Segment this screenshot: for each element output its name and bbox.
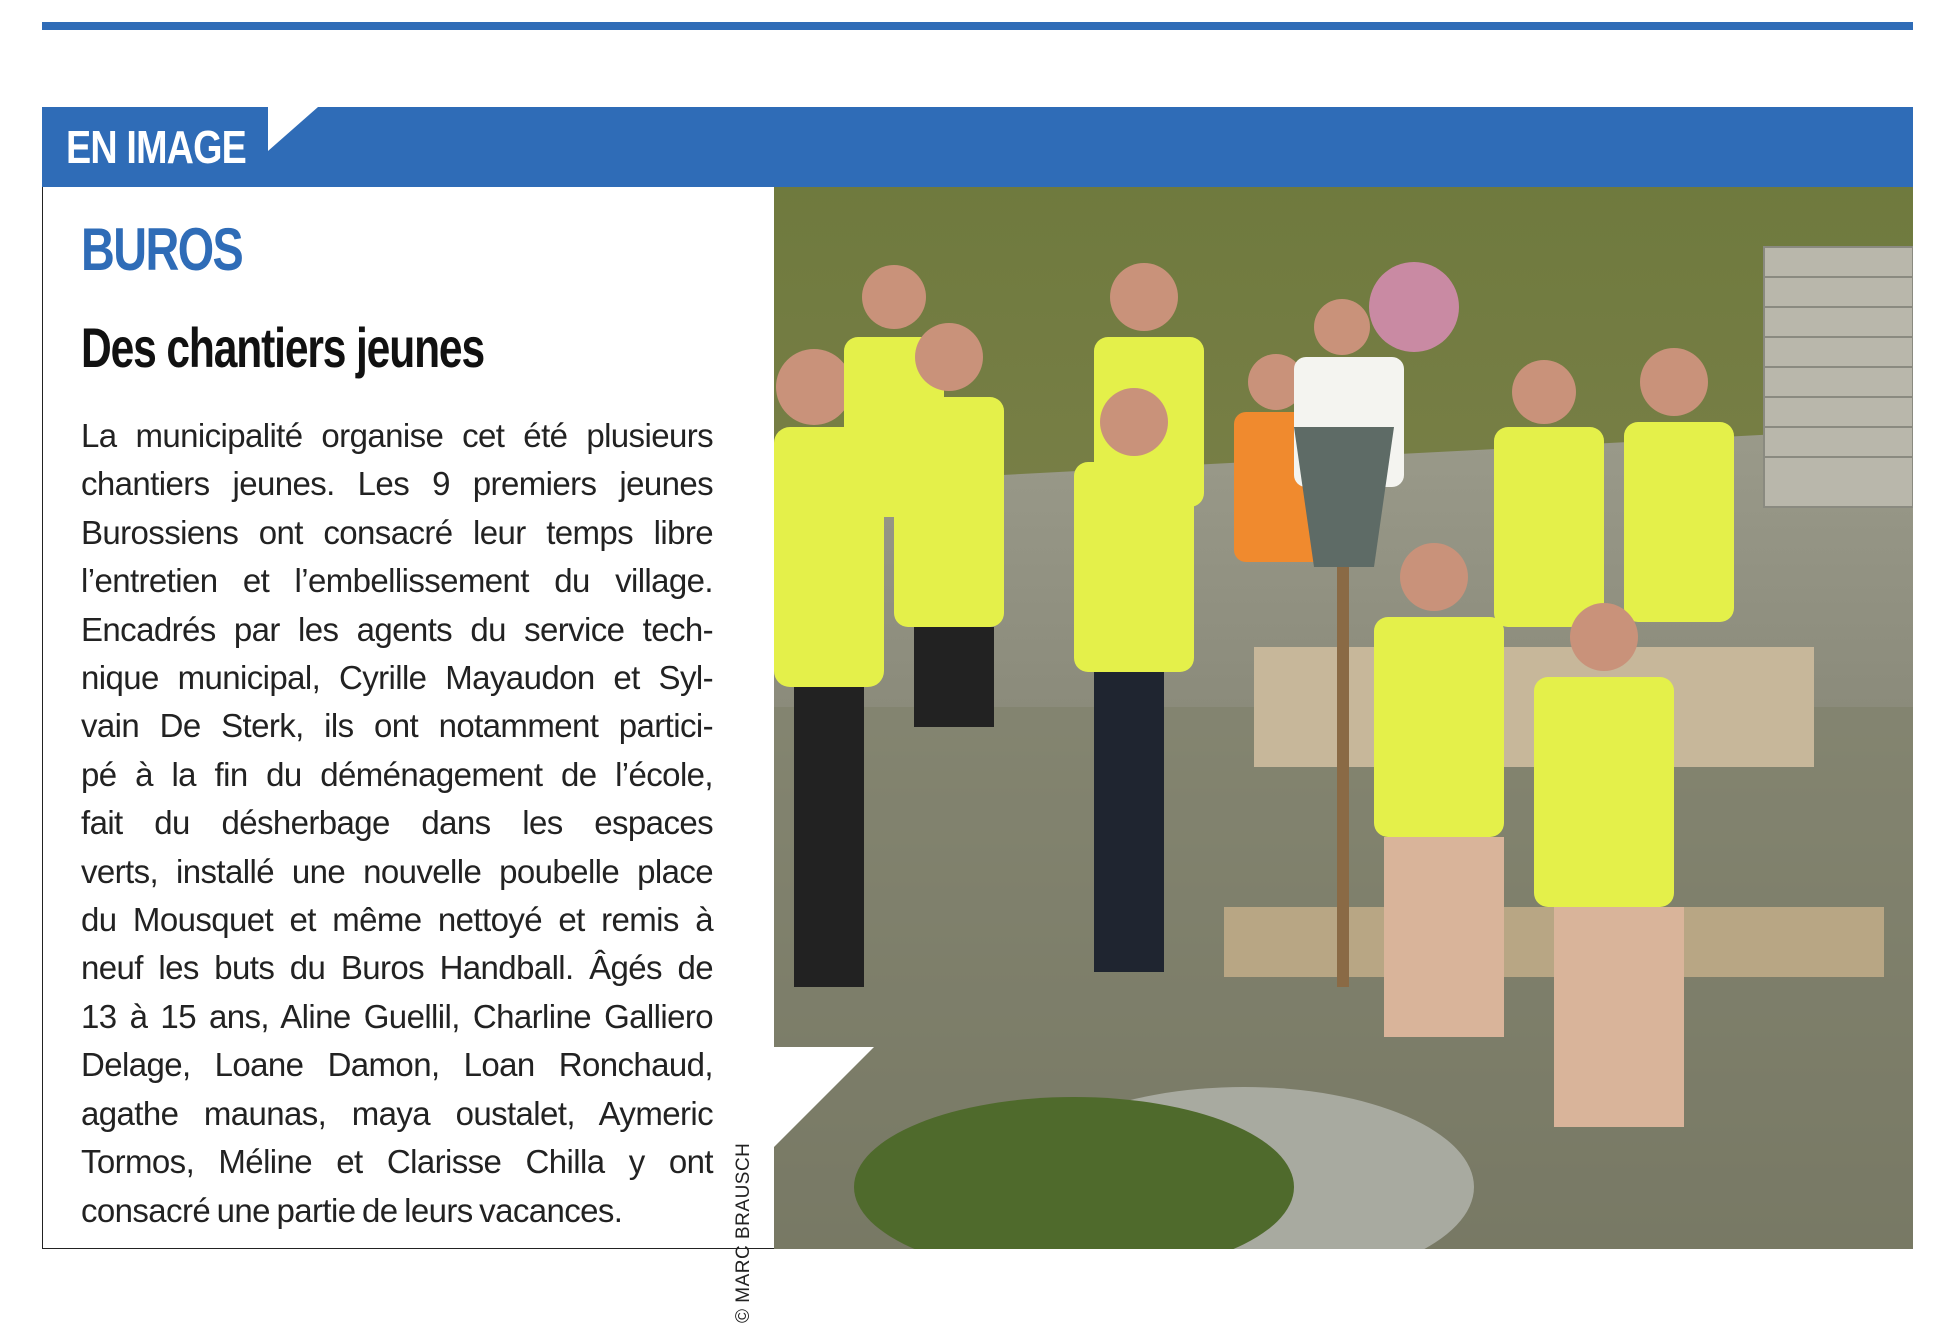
person (1374, 543, 1504, 1037)
body-line: Encadrés par les agents du service tech- (81, 610, 713, 648)
body-line: du Mousquet et même nettoyé et remis à (81, 901, 713, 939)
article (42, 107, 1913, 1323)
body-line: agathe maunas, maya oustalet, Aymeric (81, 1094, 713, 1132)
banner-notch-decoration (268, 107, 318, 151)
body-line: verts, installé une nouvelle poubelle place (81, 852, 713, 890)
body-line: fait du désherbage dans les espaces (81, 804, 713, 842)
body-line: vain De Sterk, ils ont notamment partici- (81, 707, 713, 745)
body-line: chantiers jeunes. Les 9 premiers jeunes (81, 465, 713, 503)
body-line: 13 à 15 ans, Aline Guellil, Charline Galliero (81, 997, 713, 1035)
person (1534, 603, 1684, 1127)
body-line: neuf les buts du Buros Handball. Âgés de (81, 949, 713, 987)
headline: Des chantiers jeunes (81, 316, 484, 379)
section-banner (42, 107, 1913, 187)
body-line: nique municipal, Cyrille Mayaudon et Syl- (81, 659, 713, 697)
body-line: pé à la fin du déménagement de l’école, (81, 755, 713, 793)
photo-credit: © MARC BRAUSCH (733, 1142, 754, 1323)
body-line: consacré une partie de leurs vacances. (81, 1191, 623, 1229)
top-rule (42, 22, 1913, 30)
location-kicker: BUROS (81, 216, 243, 283)
body-line: Burossiens ont consacré leur temps libre (81, 513, 713, 551)
photo-illustration (774, 187, 1913, 1249)
body-line: l’entretien et l’embellissement du village. (81, 562, 713, 600)
body-line: Delage, Loane Damon, Loan Ronchaud, (81, 1046, 713, 1084)
section-label: EN IMAGE (66, 121, 246, 173)
text-panel (42, 187, 774, 1323)
news-photo (774, 187, 1913, 1249)
body-line: La municipalité organise cet été plusieurs (81, 417, 713, 454)
photo-corner-notch (774, 1047, 874, 1147)
body-line: Tormos, Méline et Clarisse Chilla y ont (81, 1143, 713, 1181)
article-body (81, 412, 713, 1235)
